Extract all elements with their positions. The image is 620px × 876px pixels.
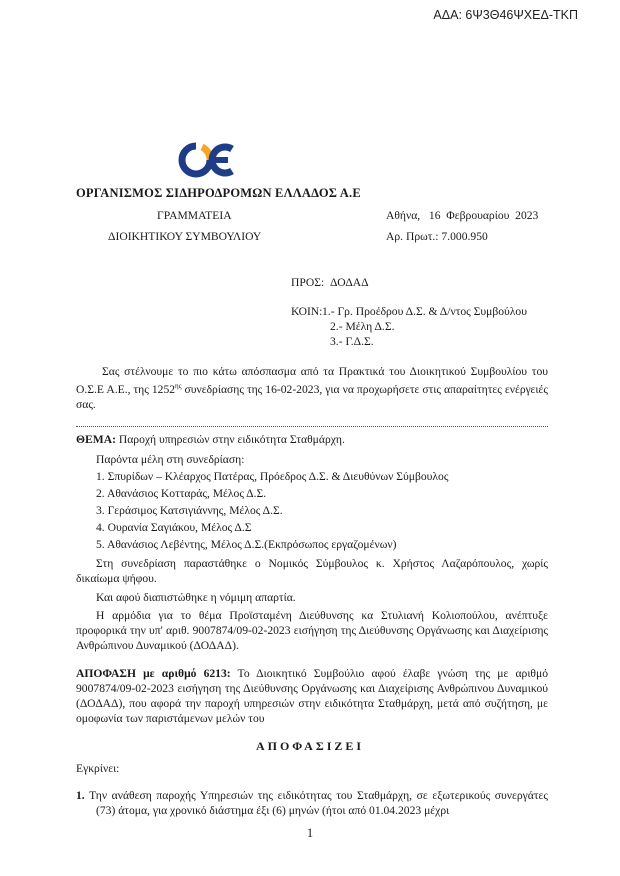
legal-advisor-paragraph: Στη συνεδρίαση παραστάθηκε ο Νομικός Σύμβουλος κ. Χρήστος Λαζαρόπουλος, χωρίς δικαίωμα ψήφου. [76,557,548,585]
to-label: ΠΡΟΣ: [291,276,325,289]
intro-paragraph [76,364,548,412]
koin-label: ΚΟΙΝ: [291,305,323,318]
subject-line [76,432,345,447]
approval-item-1 [76,788,548,818]
intro-superscript: ης [175,382,182,390]
member-item: 4. Ουρανία Σαγιάκου, Μέλος Δ.Σ [96,521,252,534]
item-number: 1. [76,789,85,802]
decision-text: Το Διοικητικό Συμβούλιο αφού έλαβε γνώση της με αριθμό 9007874/09-02-2023 εισήγηση της Διεύθυνσης Οργάνωσης και Διαχείρισης Ανθρώπινου Δυναμικού (ΔΟΔΑΔ), που αφορά την παροχή υπηρεσιών στην ειδικότητα Σταθμάρχη, μετά από συζήτηση, με ομοφωνία των παριστάμενων μελών του [76,667,548,725]
approves-label: Εγκρίνει: [76,762,120,775]
member-item: 3. Γεράσιμος Κατσιγιάννης, Μέλος Δ.Σ. [96,504,283,517]
decision-label: ΑΠΟΦΑΣΗ με αριθμό 6213: [76,667,231,680]
koin-item: 1.- Γρ. Προέδρου Δ.Σ. & Δ/ντος Συμβούλου [322,305,527,318]
intro-text-end: συνεδρίασης της 16-02-2023, για να προχωρήσετε στις απαραίτητες ενέργειές σας. [76,382,548,411]
decides-heading: ΑΠΟΦΑΣΙΖΕΙ [255,739,365,753]
ose-logo-icon [176,140,236,180]
ada-code: ΑΔΑ: 6Ψ3Θ46ΨΧΕΔ-ΤΚΠ [433,8,578,22]
department-line1: ΓΡΑΜΜΑΤΕΙΑ [157,209,232,222]
organization-name: ΟΡΓΑΝΙΣΜΟΣ ΣΙΔΗΡΟΔΡΟΜΩΝ ΕΛΛΑΔΟΣ Α.Ε [76,186,361,200]
to-value: ΔΟΔΑΔ [330,276,369,289]
koin-item: 3.- Γ.Δ.Σ. [330,335,374,348]
subject-text: Παροχή υπηρεσιών στην ειδικότητα Σταθμάρχη. [115,433,345,446]
subject-label: ΘΕΜΑ: [76,433,116,446]
page-number: 1 [306,826,314,840]
members-title: Παρόντα μέλη στη συνεδρίαση: [96,453,245,466]
koin-item: 2.- Μέλη Δ.Σ. [330,320,395,333]
decision-paragraph [76,666,548,726]
intro-text: Σας στέλνουμε το πιο κάτω απόσπασμα από τα Πρακτικά του Διοικητικού Συμβουλίου του Ο.Σ.Ε Α.Ε., της 1252 [76,365,548,396]
protocol-number: Αρ. Πρωτ.: 7.000.950 [386,230,488,243]
presenter-paragraph: Η αρμόδια για το θέμα Προϊσταμένη Διεύθυνσης κα Στυλιανή Κολιοπούλου, ανέπτυξε προφορικά την υπ' αριθ. 9007874/09-02-2023 εισήγηση της Διεύθυνσης Οργάνωσης και Διαχείρισης Ανθρώπινου Δυναμικού (ΔΟΔΑΔ). [76,609,548,652]
dotted-divider [76,426,548,427]
item-text: Την ανάθεση παροχής Υπηρεσιών της ειδικότητας του Σταθμάρχη, σε εξωτερικούς συνεργάτες (73) άτομα, για χρονικό διάστημα έξι (6) μηνών (ήτοι από 01.04.2023 μέχρι [84,789,548,817]
member-item: 1. Σπυρίδων – Κλέαρχος Πατέρας, Πρόεδρος Δ.Σ. & Διευθύνων Σύμβουλος [96,470,449,483]
member-item: 2. Αθανάσιος Κοτταράς, Μέλος Δ.Σ. [96,487,267,500]
date-line: Αθήνα, 16 Φεβρουαρίου 2023 [386,209,539,222]
quorum-paragraph: Και αφού διαπιστώθηκε η νόμιμη απαρτία. [96,591,296,604]
member-item: 5. Αθανάσιος Λεβέντης, Μέλος Δ.Σ.(Εκπρόσωπος εργαζομένων) [96,538,397,551]
department-line2: ΔΙΟΙΚΗΤΙΚΟΥ ΣΥΜΒΟΥΛΙΟΥ [108,230,262,243]
